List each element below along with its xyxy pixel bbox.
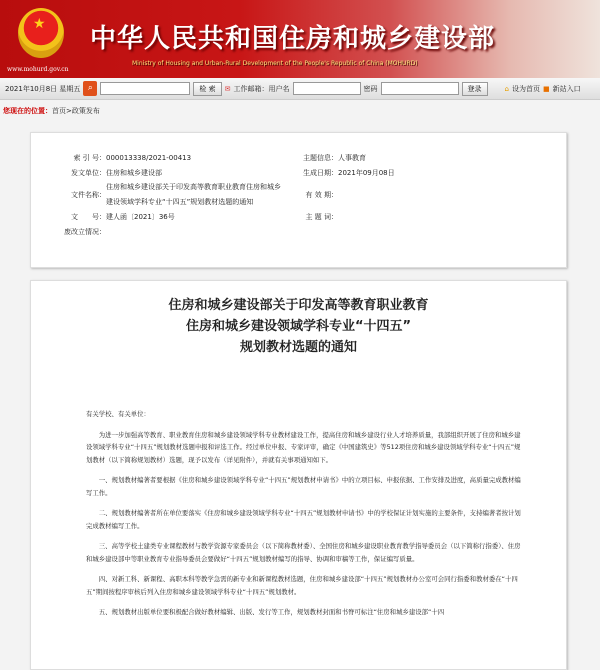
issuer-value: 住房和城乡建设部 [106, 169, 162, 177]
salutation: 有关学校、有关单位： [86, 410, 150, 418]
login-button[interactable]: 登录 [462, 82, 488, 96]
keywords-label: 主 题 词： [305, 213, 338, 221]
title-line: 规划教材选题的通知 [239, 340, 357, 355]
new-portal-link[interactable]: 新站入口 [552, 84, 581, 93]
breadcrumb-path[interactable]: 首页>政策发布 [52, 107, 100, 115]
topic-value: 人事教育 [338, 154, 366, 162]
article-title [31, 295, 566, 358]
abolish-label: 废改立情况： [64, 228, 106, 236]
breadcrumb-label: 您现在的位置： [3, 107, 52, 115]
issuer-label: 发文单位： [71, 169, 106, 177]
password-input[interactable] [381, 82, 459, 95]
index-label: 索 引 号： [73, 154, 106, 162]
username-input[interactable] [293, 82, 361, 95]
index-value: 000013338/2021-00413 [106, 154, 192, 162]
site-title: 中华人民共和国住房和城乡建设部 [90, 24, 496, 54]
name-value-line1: 住房和城乡建设部关于印发高等教育职业教育住房和城乡 [106, 183, 281, 191]
site-subtitle: Ministry of Housing and Urban-Rural Development of the People's Republic of China (MOHURD) [132, 60, 418, 67]
topic-label: 主题信息： [303, 154, 338, 162]
paragraph: 五、规划教材出版单位要积极配合做好教材编辑、出版、发行等工作，规划教材封面和书脊可标注“住房和城乡建设部“十四 [98, 608, 445, 616]
breadcrumb [3, 106, 100, 116]
paragraph: 为进一步加强高等教育、职业教育住房和城乡建设领域学科专业教材建设工作，提高住房和城乡建设行业人才培养质量，我部组织开展了住房和城乡建设领域学科专业“十四五”规划教材选题申报和评选工作。经过单位申报、专家评审，确定《中国建筑史》等512项住房和城乡建设领域学科专业“十四五”规划教材（以下简称规划教材）选题，现予以发布（详见附件），并就有关事项通知如下。 [86, 430, 521, 464]
date-value: 2021年09月08日 [338, 169, 395, 177]
set-homepage-link[interactable]: 设为首页 [511, 84, 540, 93]
article [30, 280, 567, 670]
national-emblem-logo: ★ [18, 8, 64, 58]
search-input[interactable] [100, 82, 190, 95]
search-button[interactable]: 检 索 [193, 82, 221, 96]
article-body [31, 408, 566, 619]
name-label: 文件名称： [71, 191, 106, 199]
search-icon: ⌕ [83, 81, 97, 96]
name-value-line2: 建设领域学科专业“十四五”规划教材选题的通知 [106, 198, 254, 206]
docno-label: 文 号： [71, 213, 106, 221]
title-line: 住房和城乡建设领域学科专业“十四五” [185, 319, 412, 334]
site-banner [0, 0, 600, 78]
home-icon: ⌂ [504, 84, 509, 93]
docno-value: 建人函〔2021〕36号 [106, 213, 175, 221]
password-label: 密码 [363, 84, 378, 93]
paragraph: 三、高等学校土建类专业课程教材与教学资源专家委员会（以下简称教材委）、全国住房和城乡建设职业教育教学指导委员会（以下简称行指委）、住房和城乡建设部中等职业教育专业指导委员会要做好“十四五”规划教材编写的指导、协调和审稿等工作，保证编写质量。 [86, 542, 521, 563]
site-url: www.mohurd.gov.cn [7, 66, 69, 73]
mail-icon: ✉ [224, 84, 231, 93]
paragraph: 二、规划教材编著者所在单位要落实《住房和城乡建设领域学科专业“十四五”规划教材申请书》中的学校保证计划实施的主要条件，支持编著者按计划完成教材编写工作。 [86, 509, 521, 530]
current-date: 2021年10月8日 星期五 [5, 84, 81, 93]
paragraph: 四、对新工科、新课程、高职本科等教学急需的新专业和新课程教材选题，住房和城乡建设部“十四五”规划教材办公室可会同行指委和教材委在“十四五”期间按程序审核后列入住房和城乡建设领域学科专业“十四五”规划教材。 [86, 575, 518, 596]
paragraph: 一、规划教材编著者要根据《住房和城乡建设领域学科专业“十四五”规划教材申请书》中的立项目标、申报依据、工作安排及进度，高质量完成教材编写工作。 [86, 476, 521, 497]
mail-username-label: 工作邮箱：用户名 [233, 84, 290, 93]
portal-icon: ■ [542, 84, 550, 93]
document-metadata [30, 132, 567, 268]
validity-label: 有 效 期： [305, 191, 338, 199]
title-line: 住房和城乡建设部关于印发高等教育职业教育 [168, 298, 429, 313]
toolbar [0, 78, 600, 100]
date-label: 生成日期： [303, 169, 338, 177]
